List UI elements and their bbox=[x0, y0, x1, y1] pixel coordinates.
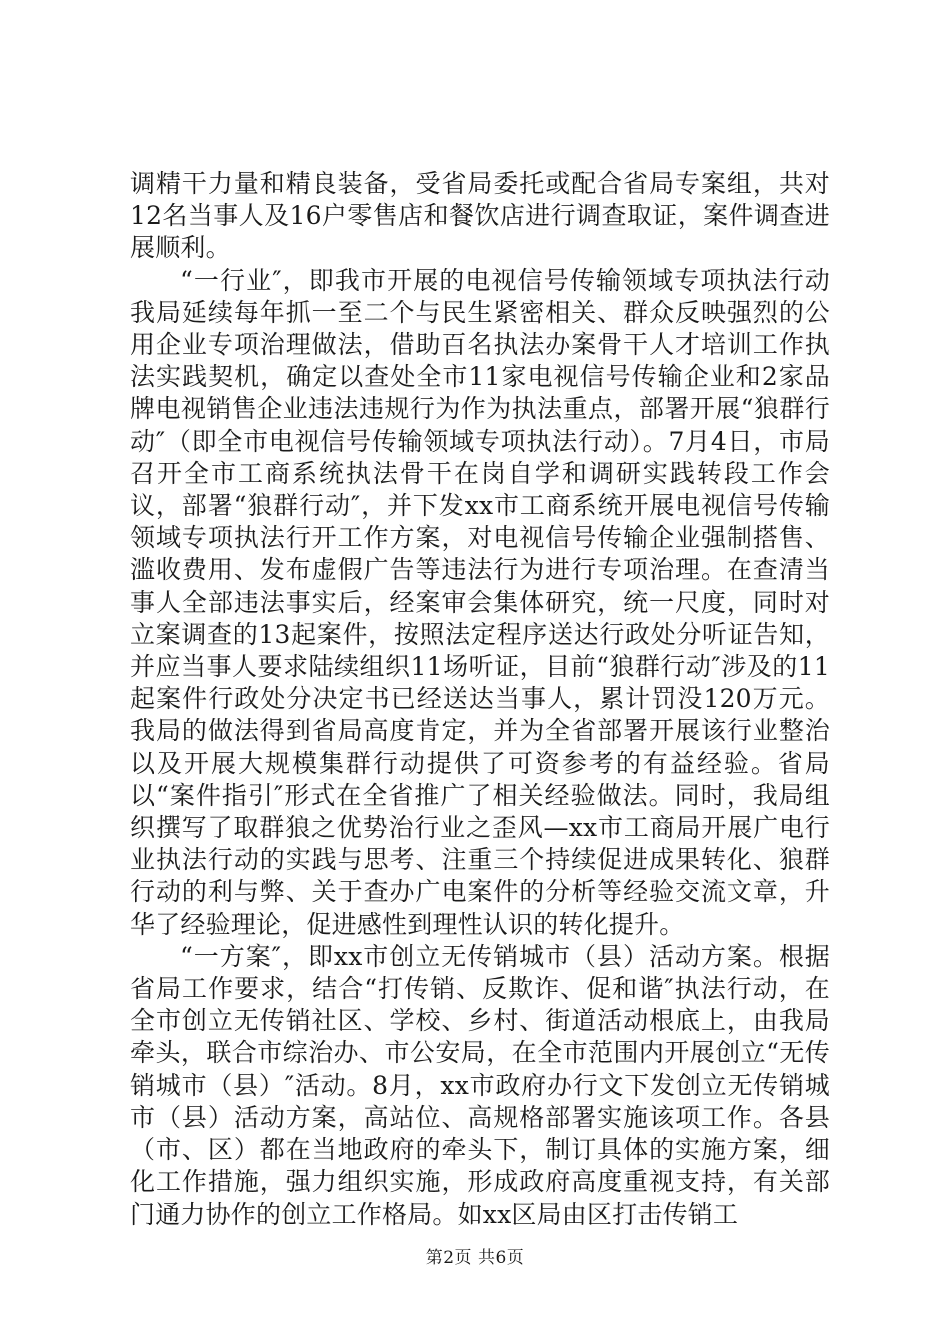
document-body bbox=[130, 168, 830, 1231]
paragraph-plan: “一方案″，即xx市创立无传销城市（县）活动方案。根据省局工作要求，结合“打传销、反欺诈、促和谐″执法行动，在全市创立无传销社区、学校、乡村、街道活动根底上，由我局牵头，联合市综治办、市公安局，在全市范围内开展创立“无传销城市（县）″活动。8月，xx市政府办行文下发创立无传销城市（县）活动方案，高站位、高规格部署实施该项工作。各县（市、区）都在当地政府的牵头下，制订具体的实施方案，细化工作措施，强力组织实施，形成政府高度重视支持，有关部门通力协作的创立工作格局。如xx区局由区打击传销工 bbox=[130, 941, 830, 1229]
page-number-footer: 第2页 共6页 bbox=[425, 1248, 525, 1268]
paragraph-industry: “一行业″，即我市开展的电视信号传输领域专项执法行动我局延续每年抓一至二个与民生紧密相关、群众反映强烈的公用企业专项治理做法，借助百名执法办案骨干人才培训工作执法实践契机，确定以查处全市11家电视信号传输企业和2家品牌电视销售企业违法违规行为作为执法重点，部署开展“狼群行动″（即全市电视信号传输领域专项执法行动）。7月4日，市局召开全市工商系统执法骨干在岗自学和调研实践转段工作会议，部署“狼群行动″，并下发xx市工商系统开展电视信号传输领域专项执法行开工作方案，对电视信号传输企业强制搭售、滥收费用、发布虚假广告等违法行为进行专项治理。在查清当事人全部违法事实后，经案审会集体研究，统一尺度，同时对立案调查的13起案件，按照法定程序送达行政处分听证告知，并应当事人要求陆续组织11场听证，目前“狼群行动″涉及的11起案件行政处分决定书已经送达当事人，累计罚没120万元。我局的做法得到省局高度肯定，并为全省部署开展该行业整治以及开展大规模集群行动提供了可资参考的有益经验。省局以“案件指引″形式在全省推广了相关经验做法。同时，我局组织撰写了取群狼之优势治行业之歪风—xx市工商局开展广电行业执法行动的实践与思考、注重三个持续促进成果转化、狼群行动的利与弊、关于查办广电案件的分析等经验交流文章，升华了经验理论，促进感性到理性认识的转化提升。 bbox=[130, 265, 830, 939]
paragraph-continuation: 调精干力量和精良装备，受省局委托或配合省局专案组，共对12名当事人及16户零售店和餐饮店进行调查取证，案件调查进展顺利。 bbox=[130, 169, 830, 263]
